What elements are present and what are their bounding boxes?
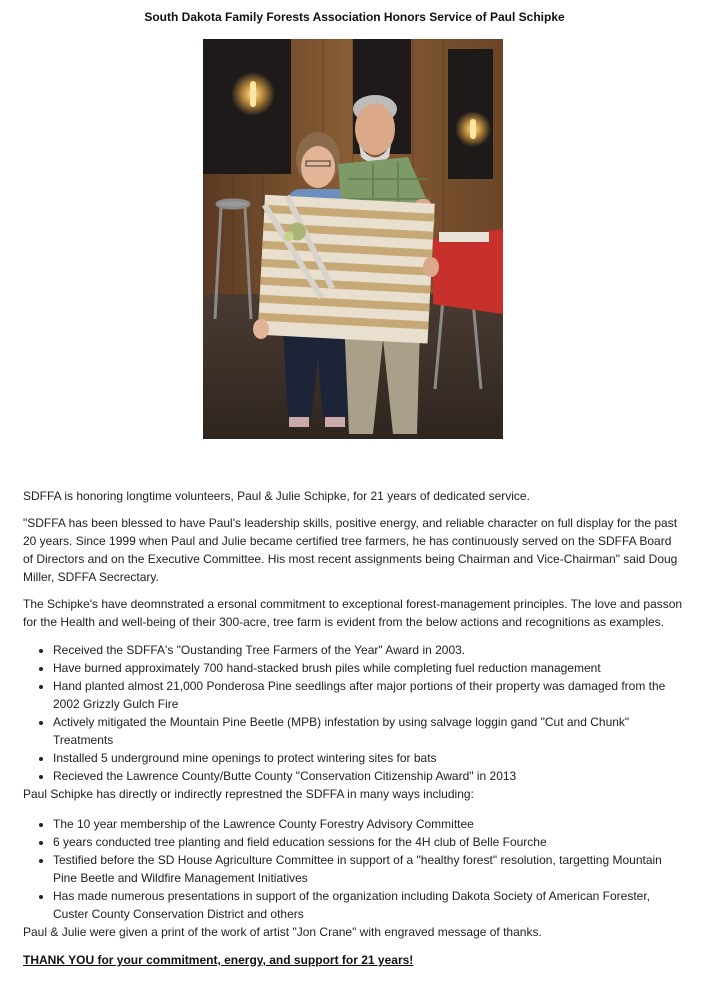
commitment-paragraph: The Schipke's have deomnstrated a ersonal commitment to exceptional forest-management principles. The love and passon for the Health and well-being of their 300-acre, tree farm is evident from the below actions and recognitions as examples. [23,597,683,629]
article-body [23,487,683,969]
page-title: South Dakota Family Forests Association Honors Service of Paul Schipke [144,10,565,24]
thank-you-message: THANK YOU for your commitment, energy, and support for 21 years! [23,953,414,967]
intro-paragraph: SDFFA is honoring longtime volunteers, Paul & Julie Schipke, for 21 years of dedicated service. [23,489,530,503]
list-item: • Installed 5 underground mine openings to protect wintering sites for bats [53,749,683,767]
award-photo-couple-with-gift [203,39,503,439]
list-item: • 6 years conducted tree planting and field education sessions for the 4H club of Belle Fourche [53,833,683,851]
actions-list [23,641,683,785]
list-item: • Testified before the SD House Agriculture Committee in support of a "healthy forest" resolution, targetting Mountain Pine Beetle and Wildfire Management Initiatives [53,851,683,887]
list-item: • Hand planted almost 21,000 Ponderosa Pine seedlings after major portions of their property was damaged from the 2002 Grizzly Gulch Fire [53,677,683,713]
list-item: • Have burned approximately 700 hand-stacked brush piles while completing fuel reduction management [53,659,683,677]
list-item: • Received the SDFFA's "Oustanding Tree Farmers of the Year" Award in 2003. [53,641,683,659]
representation-list [23,815,683,923]
list-item: • The 10 year membership of the Lawrence County Forestry Advisory Committee [53,815,683,833]
list-item: • Recieved the Lawrence County/Butte County "Conservation Citizenship Award" in 2013 [53,767,683,785]
representation-intro: Paul Schipke has directly or indirectly represtned the SDFFA in many ways including: [23,787,474,801]
honoree-photo [203,39,503,439]
quote-paragraph: "SDFFA has been blessed to have Paul's leadership skills, positive energy, and reliable character on full display for the past 20 years. Since 1999 when Paul and Julie became certified tree farmers, he has continuously served on the SDFFA Board of Directors and on the Executive Committee. His most recent assignments being Chairman and Vice-Chairman" said Doug Miller, SDFFA Secrectary. [23,516,678,584]
list-item: • Actively mitigated the Mountain Pine Beetle (MPB) infestation by using salvage loggin gand "Cut and Chunk" Treatments [53,713,683,749]
gift-note: Paul & Julie were given a print of the work of artist "Jon Crane" with engraved message of thanks. [23,925,542,939]
list-item: • Has made numerous presentations in support of the organization including Dakota Society of American Forester, Custer County Conservation District and others [53,887,683,923]
